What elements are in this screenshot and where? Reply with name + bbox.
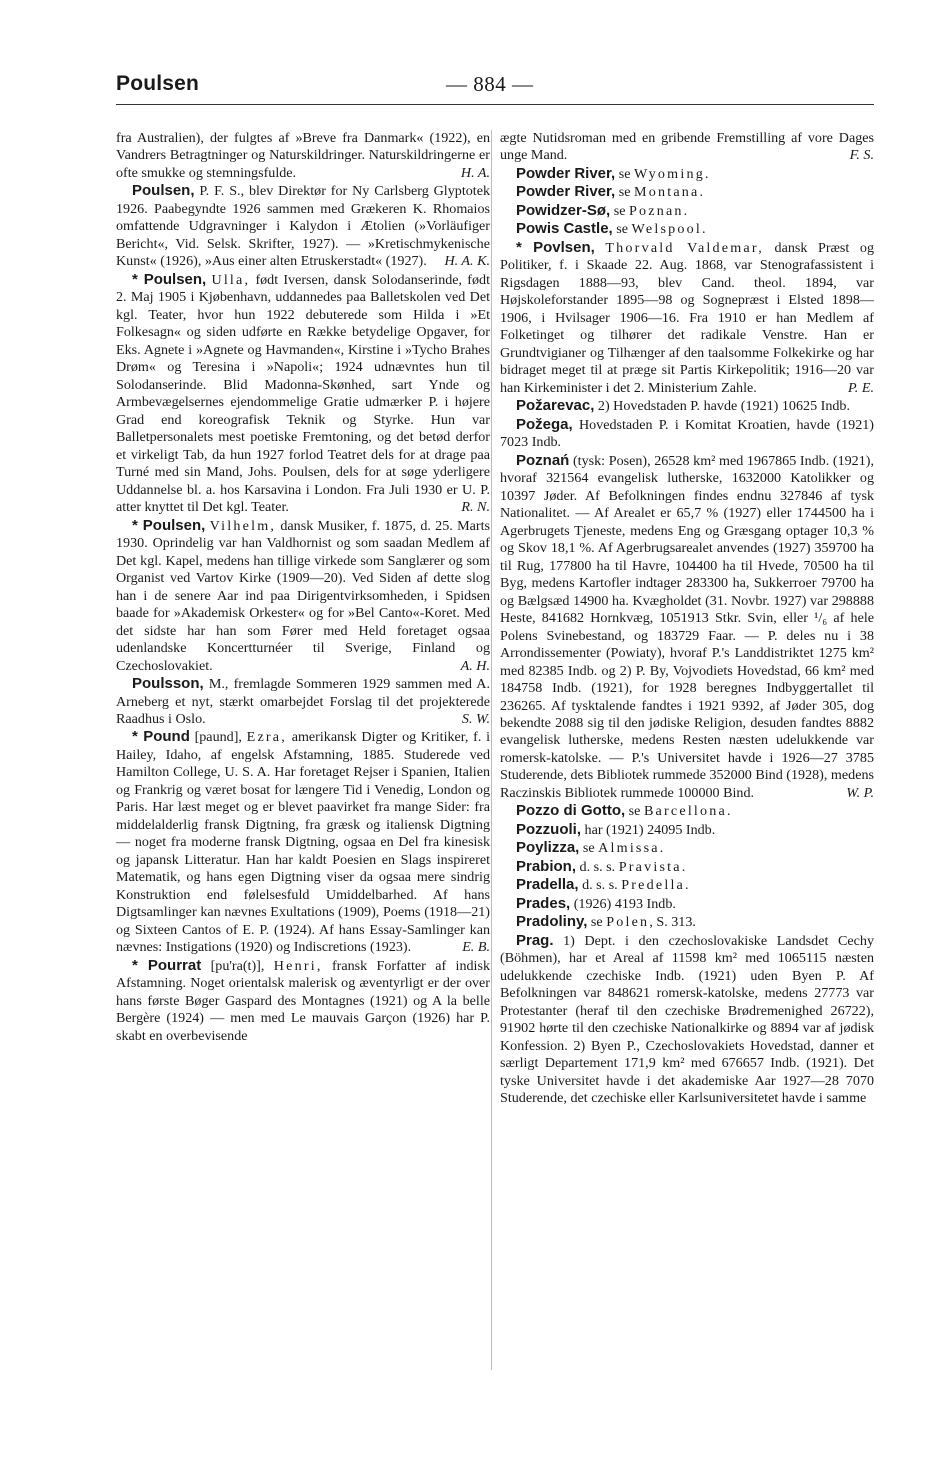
entry-headword: Powis Castle, [516, 220, 613, 238]
entry-text: M., fremlagde Sommeren 1929 sammen med A. Arneberg et nyt, stærkt omarbejdet Forslag til det projekterede Raadhus i Oslo. [116, 676, 490, 727]
encyclopedia-entry [116, 675, 490, 728]
entry-text: d. s. s. [578, 877, 622, 894]
entry-text: 2) Hovedstaden P. havde (1921) 10625 Indb. [594, 398, 850, 415]
author-signature: A. H. [460, 657, 490, 674]
page-header [116, 72, 874, 106]
entry-name-spaced: Henri, [273, 957, 323, 974]
cross-reference-entry [500, 858, 874, 876]
running-headword: Poulsen [116, 72, 200, 95]
column-divider [491, 130, 492, 1370]
entry-text: dansk Musiker, f. 1875, d. 25. Marts 1930. Oprindelig var han Valdhornist og som saadan Medlem af Det kgl. Kapel, medens han tillige virkede som Sanglærer og som Organist ved Vartov Kirke (1909—20). Ved Siden af dette slog han i de senere Aar ind paa Dirigentvirksomheden, i Spidsen baade for »Akademisk Orkester« og for »Bel Canto«-Koret. Med det sidste har han som Fører med Held foretaget ogsaa udenlandske Koncertturnéer til Sverige, Finland og Czechoslovakiet. [116, 517, 490, 674]
entry-text: har (1921) 24095 Indb. [581, 821, 716, 838]
entry-text: fra Australien), der fulgtes af »Breve fra Danmark« (1922), en Vandrers Betragtninger og Naturskildringer. Naturskildringerne er ofte smukke og stemningsfulde. [116, 130, 490, 181]
entry-text: Hovedstaden P. i Komitat Kroatien, havde (1921) 7023 Indb. [500, 416, 874, 451]
author-signature: R. N. [461, 499, 490, 516]
entry-headword: Pozzuoli, [516, 820, 581, 838]
encyclopedia-entry [500, 239, 874, 397]
author-signature: W. P. [846, 784, 874, 801]
new-entry-asterisk: * [132, 956, 148, 974]
header-rule [116, 104, 874, 105]
encyclopedia-entry [500, 130, 874, 165]
entry-headword: Povlsen, [533, 238, 595, 256]
cross-reference-entry [500, 220, 874, 238]
reference-target: Polen [606, 914, 650, 931]
reference-target: Montana. [634, 184, 706, 201]
entry-headword: Powder River, [516, 183, 616, 201]
author-signature: P. E. [848, 379, 874, 396]
entry-headword: Prabion, [516, 857, 577, 875]
reference-target: Welspool. [631, 221, 708, 238]
encyclopedia-entry [116, 957, 490, 1045]
entry-text: se [579, 840, 599, 857]
reference-target: Almissa. [598, 840, 666, 857]
encyclopedia-entry [116, 517, 490, 675]
entry-text: se [587, 914, 607, 931]
page-number: — 884 — [446, 72, 534, 96]
cross-reference-entry [500, 876, 874, 894]
author-signature: H. A. K. [444, 253, 490, 270]
entry-text: se [625, 803, 644, 820]
entry-text: d. s. s. [576, 858, 619, 875]
entry-headword: Pradoliny, [516, 913, 588, 931]
author-signature: F. S. [849, 147, 874, 164]
entry-text: se [610, 202, 629, 219]
new-entry-asterisk: * [132, 516, 143, 534]
entry-text: (1926) 4193 Indb. [570, 895, 676, 912]
reference-target: Poznan. [628, 202, 690, 219]
cross-reference-entry [500, 183, 874, 201]
entry-headword: Powidzer-Sø, [516, 201, 611, 219]
entry-headword: Poulsen, [142, 516, 206, 534]
entry-text: ægte Nutidsroman med en gribende Fremstilling af vore Dages unge Mand. [500, 130, 874, 164]
entry-headword: Požarevac, [516, 397, 595, 415]
pronunciation: [paund], [189, 729, 247, 746]
entry-name-spaced: Vilhelm, [209, 517, 277, 534]
cross-reference-entry [500, 165, 874, 183]
entry-text: se [615, 165, 635, 182]
entry-text: 1) Dept. i den czechoslovakiske Landsdet Cechy (Böhmen), har et Areal af 11598 km² med 1065115 næsten udelukkende czechiske Indb. (1921) uden Byen P. Af Befolkningen var 848621 romersk-katolske, medens 27773 var Protestanter (heraf til den czechiske Brødremenighed 26722), 91902 hørte til den czechiske Nationalkirke og 8894 var af jødisk Konfession. 2) Byen P., Czechoslovakiets Hovedstad, danner et særligt Departement 171,9 km² med 676657 Indb. (1921). Det tyske Universitet havde i det akademiske Aar 1927—28 7070 Studerende, det czechiske eller Karlsuniversitetet havde i samme [500, 932, 874, 1107]
encyclopedia-entry [500, 932, 874, 1108]
entry-headword: Poulsson, [132, 675, 204, 693]
entry-text: P. F. S., blev Direktør for Ny Carlsberg Glyptotek 1926. Paabegyndte 1926 sammen med Grækeren K. Rhomaios omfattende Udgravninger i Kalydon i Ætolien (»Vorläufiger Bericht«, Vid. Selsk. Skrifter, 1927). — »Kretischmykenische Kunst« (1926), »Aus einer alten Etruskerstadt« (1927). [116, 183, 490, 270]
entry-name-spaced: Ezra, [246, 729, 287, 746]
new-entry-asterisk: * [516, 238, 534, 256]
cross-reference-entry [500, 839, 874, 857]
cross-reference-entry [500, 802, 874, 820]
cross-reference-entry [500, 821, 874, 839]
cross-reference-entry [500, 202, 874, 220]
reference-target: Barcellona. [643, 803, 733, 820]
author-signature: S. W. [461, 710, 490, 727]
pronunciation: [pu'ra(t)], [201, 957, 274, 974]
encyclopedia-entry [116, 130, 490, 182]
right-column [500, 130, 874, 1108]
entry-headword: Poulsen, [143, 270, 207, 288]
new-entry-asterisk: * [132, 728, 144, 746]
cross-reference-entry [500, 913, 874, 931]
encyclopedia-entry [500, 416, 874, 452]
encyclopedia-entry [116, 182, 490, 270]
entry-name-spaced: Thorvald Valdemar, [605, 239, 764, 256]
entry-text: fransk Forfatter af indisk Afstamning. Noget orientalsk malerisk og æventyrligt er der over hans første Bøger Gaspard des Montagnes (1921) og A la belle Bergère (1924) — men med Le mauvais Garçon (1926) har P. skabt en overbevisende [116, 957, 490, 1044]
entry-headword: Pourrat [147, 956, 202, 974]
cross-reference-entry [500, 895, 874, 913]
reference-target: Wyoming. [634, 165, 711, 182]
encyclopedia-entry [116, 728, 490, 956]
encyclopedia-entry [500, 452, 874, 803]
entry-headword: Poylizza, [516, 839, 580, 857]
entry-text: se [615, 184, 635, 201]
encyclopedia-entry [116, 271, 490, 517]
entry-text: amerikansk Digter og Kritiker, f. i Hailey, Idaho, af engelsk Afstamning, 1885. Studerede ved Hamilton College, U. S. A. Har foretaget Rejser i Spanien, Italien og Frankrig og været bosat for længere Tid i Venedig, London og Paris. Har læst meget og er blevet paavirket fra mange Sider: fra middelalderlig fransk Digtning, fra græsk og italiensk Digtning — noget fra moderne fransk Digtning, ogsaa en Del fra kinesisk og japansk Litteratur. Han har kaldt Poesien en Slags inspireret Matematik, og hans egen Digtning viser da ogsaa mere sindrig Konstruktion end følelsesfuld Umiddelbarhed. Af hans Digtsamlinger kan nævnes Exultations (1909), Poems (1918—21) og Sixteen Cantos of E. P. (1924). Af hans Essay-Samlinger kan nævnes: Instigations (1920) og Indiscretions (1923). [116, 729, 490, 956]
entry-headword: Pozzo di Gotto, [516, 802, 626, 820]
reference-tail: , S. 313. [649, 914, 696, 931]
left-column [116, 130, 490, 1045]
entry-text: født Iversen, dansk Solodanserinde, født 2. Maj 1905 i Kjøbenhavn, uddannedes paa Balletskolen ved Det kgl. Teater, hvor hun 1922 debuterede som Hilda i »Et Folkesagn« og siden udførte en Række betydelige Opgaver, for Eks. Agnete i »Agnete og Havmanden«, Kirstine i »Tycho Brahes Drøm« og Teresina i »Napoli«; 1924 udnævntes hun til Solodanserinde. Blid Madonna-Skønhed, sart Ynde og Armbevægelsernes ejendommelige Gratie udmærker P. i højere Grad end koreografisk Teknik og Styrke. Hun var Balletpersonalets mest poetiske Fremtoning, og det betød derfor et virkeligt Tab, da hun 1927 forlod Teatret dels for at drage paa Turné med sin Mand, Johs. Poulsen, dels for at søge yderligere Uddannelse bl. a. hos Karsavina i London. Fra Juli 1930 er U. P. atter knyttet til Det kgl. Teater. [116, 271, 490, 516]
entry-headword: Prades, [516, 894, 571, 912]
entry-text: se [612, 221, 632, 238]
entry-headword: Powder River, [516, 164, 616, 182]
reference-target: Pravista. [618, 858, 688, 875]
entry-headword: Pound [143, 728, 190, 746]
encyclopedia-entry [500, 397, 874, 415]
entry-text: dansk Præst og Politiker, f. i Skaade 22. Aug. 1868, var Stenografassistent i Rigsdagen 1888—93, blev Cand. theol. 1894, var Højskoleforstander 1895—98 og Sognepræst i Elsted 1898—1906, i Hvilsager 1906—16. Fra 1910 er han Medlem af Folketinget og tilhører det radikale Venstre. Han er Grundtvigianer og Tilhænger af den taalsomme Folkekirke og har bidraget meget til at præge sit Partis Kirkepolitik; 1916—20 var han Kirkeminister i det 2. Ministerium Zahle. [500, 239, 874, 396]
entry-headword: Pradella, [516, 876, 579, 894]
entry-headword: Poulsen, [132, 182, 195, 200]
entry-name-spaced: Ulla, [211, 271, 251, 288]
entry-headword: Požega, [516, 415, 573, 433]
entry-headword: Prag. [516, 931, 554, 949]
new-entry-asterisk: * [132, 270, 144, 288]
author-signature: E. B. [462, 939, 490, 956]
reference-target: Predella. [621, 877, 691, 894]
author-signature: H. A. [460, 164, 490, 181]
entry-headword: Poznań [516, 451, 570, 469]
entry-text: (tysk: Posen), 26528 km² med 1967865 Indb. (1921), hvoraf 321564 evangelisk lutherske, 1632000 Katolikker og 10397 Jøder. Af Befolkningen findes endnu 327846 af tysk Nationalitet. — Af Arealet er 65,7 % (1927) eller 1744500 ha i Agerbrugets Tjeneste, medens Eng og Græsgang optager 10,3 % og Skov 18,1 %. Af Agerbrugsarealet anvendes (1927) 359700 ha til Rug, 177800 ha til Havre, 104400 ha til Hvede, 70500 ha til Byg, medens Kartofler indtager 283300 ha, Sukkerroer 79700 ha og Bælgsæd 14900 ha. Kvægholdet (31. Novbr. 1927) var 298888 Heste, 841682 Hornkvæg, 1051913 Stkr. Svin, eller ¹/₆ af hele Polens Svinebestand, og 183729 Faar. — P. deles nu i 38 Arrondissementer (Powiaty), hvoraf P.'s Landdistriktet 1275 km² med 82385 Indb. og 2) P. By, Vojvodiets Hovedstad, 66 km² med 184758 Indb. (1921), for 1928 beregnes Indbyggertallet til 236265. Af tysktalende fandtes i 1921 9392, af Jøder 305, dog bekendte 2088 sig til den jødiske Religion, desuden fandtes 8882 evangelisk lutherske, medens Resten næsten udelukkende var romersk-katolske. — P.'s Universitet havde i 1926—27 3785 Studerende, dets Bibliotek rummede 352000 Bind (1928), medens Raczinskis Bibliotek rummede 100000 Bind. [500, 452, 874, 801]
